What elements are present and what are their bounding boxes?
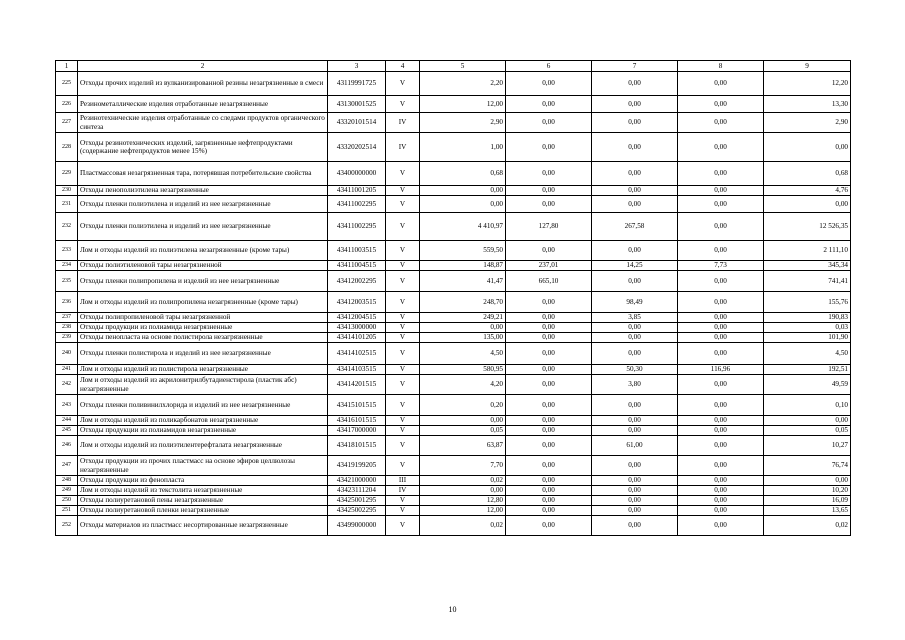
table-row <box>56 113 851 133</box>
value-col-8: 0,00 <box>678 426 764 436</box>
hazard-class: V <box>386 72 420 96</box>
hazard-class: V <box>386 416 420 426</box>
value-col-7: 0,00 <box>592 516 678 536</box>
value-col-5: 4 410,97 <box>420 213 506 241</box>
value-col-9: 190,83 <box>764 313 851 323</box>
value-col-6: 0,00 <box>506 436 592 456</box>
value-col-9: 0,03 <box>764 323 851 333</box>
hazard-class: V <box>386 96 420 113</box>
value-col-6: 0,00 <box>506 343 592 365</box>
row-number: 239 <box>56 333 78 343</box>
waste-code: 43419199205 <box>328 456 386 476</box>
hazard-class: V <box>386 261 420 271</box>
row-number: 228 <box>56 133 78 162</box>
value-col-5: 559,50 <box>420 241 506 261</box>
column-header: 5 <box>420 61 506 72</box>
value-col-5: 4,50 <box>420 343 506 365</box>
waste-code: 43417000000 <box>328 426 386 436</box>
table-row <box>56 261 851 271</box>
value-col-7: 0,00 <box>592 395 678 416</box>
waste-code: 43421000000 <box>328 476 386 486</box>
waste-code: 43414103515 <box>328 365 386 375</box>
value-col-9: 13,65 <box>764 506 851 516</box>
waste-code: 43411003515 <box>328 241 386 261</box>
value-col-6: 0,00 <box>506 72 592 96</box>
value-col-6: 0,00 <box>506 476 592 486</box>
waste-code: 43414201515 <box>328 375 386 395</box>
hazard-class: IV <box>386 486 420 496</box>
row-number: 252 <box>56 516 78 536</box>
value-col-6: 0,00 <box>506 365 592 375</box>
row-number: 250 <box>56 496 78 506</box>
value-col-5: 63,87 <box>420 436 506 456</box>
row-number: 243 <box>56 395 78 416</box>
waste-code: 43414102515 <box>328 343 386 365</box>
waste-name: Отходы полиуретановой пленки незагрязненные <box>78 506 328 516</box>
row-number: 249 <box>56 486 78 496</box>
table-row <box>56 343 851 365</box>
table-row <box>56 375 851 395</box>
value-col-8: 0,00 <box>678 496 764 506</box>
hazard-class: V <box>386 213 420 241</box>
value-col-7: 98,49 <box>592 292 678 313</box>
value-col-8: 0,00 <box>678 162 764 186</box>
value-col-8: 0,00 <box>678 113 764 133</box>
value-col-5: 4,20 <box>420 375 506 395</box>
value-col-5: 135,00 <box>420 333 506 343</box>
waste-name: Лом и отходы изделий из текстолита незагрязненные <box>78 486 328 496</box>
waste-name: Отходы продукции из полиамидов незагрязненные <box>78 426 328 436</box>
value-col-9: 4,50 <box>764 343 851 365</box>
value-col-8: 0,00 <box>678 375 764 395</box>
hazard-class: V <box>386 375 420 395</box>
value-col-8: 0,00 <box>678 292 764 313</box>
value-col-8: 0,00 <box>678 343 764 365</box>
value-col-9: 0,05 <box>764 426 851 436</box>
table-row <box>56 196 851 213</box>
value-col-8: 116,96 <box>678 365 764 375</box>
waste-code: 43415101515 <box>328 395 386 416</box>
value-col-6: 0,00 <box>506 486 592 496</box>
table-row <box>56 436 851 456</box>
value-col-9: 16,09 <box>764 496 851 506</box>
hazard-class: V <box>386 426 420 436</box>
hazard-class: V <box>386 436 420 456</box>
value-col-5: 0,00 <box>420 196 506 213</box>
hazard-class: V <box>386 292 420 313</box>
value-col-7: 0,00 <box>592 241 678 261</box>
row-number: 231 <box>56 196 78 213</box>
value-col-5: 0,00 <box>420 186 506 196</box>
row-number: 245 <box>56 426 78 436</box>
value-col-7: 0,00 <box>592 506 678 516</box>
row-number: 241 <box>56 365 78 375</box>
table-row <box>56 486 851 496</box>
value-col-7: 0,00 <box>592 456 678 476</box>
value-col-5: 12,00 <box>420 96 506 113</box>
waste-name: Отходы прочих изделий из вулканизированной резины незагрязненные в смеси <box>78 72 328 96</box>
waste-code: 43423111204 <box>328 486 386 496</box>
waste-name: Отходы пленки полипропилена и изделий из нее незагрязненные <box>78 271 328 292</box>
table-row <box>56 395 851 416</box>
value-col-7: 0,00 <box>592 486 678 496</box>
waste-name: Отходы продукции из полиамида незагрязненные <box>78 323 328 333</box>
waste-name: Резинотехнические изделия отработанные со следами продуктов органического синтеза <box>78 113 328 133</box>
hazard-class: V <box>386 395 420 416</box>
value-col-8: 0,00 <box>678 456 764 476</box>
table-row <box>56 96 851 113</box>
value-col-7: 0,00 <box>592 113 678 133</box>
header-row <box>56 61 851 72</box>
value-col-6: 0,00 <box>506 113 592 133</box>
table-row <box>56 496 851 506</box>
row-number: 235 <box>56 271 78 292</box>
value-col-7: 0,00 <box>592 96 678 113</box>
value-col-7: 61,00 <box>592 436 678 456</box>
value-col-6: 0,00 <box>506 196 592 213</box>
table-row <box>56 416 851 426</box>
row-number: 225 <box>56 72 78 96</box>
waste-code: 43418101515 <box>328 436 386 456</box>
hazard-class: V <box>386 162 420 186</box>
value-col-9: 12 526,35 <box>764 213 851 241</box>
row-number: 242 <box>56 375 78 395</box>
waste-code: 43411001205 <box>328 186 386 196</box>
value-col-9: 76,74 <box>764 456 851 476</box>
hazard-class: IV <box>386 133 420 162</box>
table-row <box>56 133 851 162</box>
waste-name: Отходы продукции из фенопласта <box>78 476 328 486</box>
row-number: 237 <box>56 313 78 323</box>
value-col-9: 101,90 <box>764 333 851 343</box>
value-col-5: 41,47 <box>420 271 506 292</box>
waste-name: Отходы пенопласта на основе полистирола незагрязненные <box>78 333 328 343</box>
value-col-6: 665,10 <box>506 271 592 292</box>
value-col-8: 0,00 <box>678 395 764 416</box>
value-col-8: 0,00 <box>678 506 764 516</box>
table-row <box>56 313 851 323</box>
value-col-5: 148,87 <box>420 261 506 271</box>
value-col-7: 50,30 <box>592 365 678 375</box>
value-col-9: 0,68 <box>764 162 851 186</box>
column-header: 8 <box>678 61 764 72</box>
waste-code: 43499000000 <box>328 516 386 536</box>
table-row <box>56 456 851 476</box>
value-col-7: 0,00 <box>592 343 678 365</box>
value-col-5: 248,70 <box>420 292 506 313</box>
table-row <box>56 271 851 292</box>
value-col-6: 0,00 <box>506 456 592 476</box>
table-row <box>56 476 851 486</box>
value-col-8: 0,00 <box>678 271 764 292</box>
value-col-6: 0,00 <box>506 186 592 196</box>
waste-code: 43412002295 <box>328 271 386 292</box>
value-col-5: 0,02 <box>420 516 506 536</box>
value-col-5: 249,21 <box>420 313 506 323</box>
row-number: 227 <box>56 113 78 133</box>
waste-code: 43412004515 <box>328 313 386 323</box>
waste-name: Отходы пленки полиэтилена и изделий из нее незагрязненные <box>78 213 328 241</box>
value-col-6: 0,00 <box>506 375 592 395</box>
value-col-9: 2,90 <box>764 113 851 133</box>
value-col-6: 0,00 <box>506 96 592 113</box>
value-col-7: 0,00 <box>592 72 678 96</box>
column-header: 9 <box>764 61 851 72</box>
row-number: 244 <box>56 416 78 426</box>
waste-name: Лом и отходы изделий из полипропилена незагрязненные (кроме тары) <box>78 292 328 313</box>
value-col-7: 0,00 <box>592 416 678 426</box>
row-number: 238 <box>56 323 78 333</box>
value-col-6: 0,00 <box>506 516 592 536</box>
table-row <box>56 186 851 196</box>
row-number: 229 <box>56 162 78 186</box>
waste-code: 43425001295 <box>328 496 386 506</box>
table-row <box>56 241 851 261</box>
waste-name: Лом и отходы изделий из полиэтилентерефталата незагрязненные <box>78 436 328 456</box>
table-row <box>56 333 851 343</box>
value-col-6: 0,00 <box>506 506 592 516</box>
waste-name: Лом и отходы изделий из поликарбонатов незагрязненные <box>78 416 328 426</box>
waste-code: 43411002295 <box>328 196 386 213</box>
value-col-9: 0,00 <box>764 416 851 426</box>
value-col-5: 0,68 <box>420 162 506 186</box>
hazard-class: V <box>386 506 420 516</box>
value-col-6: 0,00 <box>506 496 592 506</box>
table-row <box>56 426 851 436</box>
value-col-7: 0,00 <box>592 333 678 343</box>
value-col-5: 2,90 <box>420 113 506 133</box>
hazard-class: IV <box>386 113 420 133</box>
value-col-9: 10,20 <box>764 486 851 496</box>
column-header: 2 <box>78 61 328 72</box>
waste-code: 43412003515 <box>328 292 386 313</box>
hazard-class: V <box>386 496 420 506</box>
waste-name: Отходы пленки поливинилхлорида и изделий из нее незагрязненные <box>78 395 328 416</box>
row-number: 234 <box>56 261 78 271</box>
row-number: 236 <box>56 292 78 313</box>
row-number: 226 <box>56 96 78 113</box>
waste-name: Отходы пленки полиэтилена и изделий из нее незагрязненные <box>78 196 328 213</box>
waste-code: 43413000000 <box>328 323 386 333</box>
value-col-8: 0,00 <box>678 72 764 96</box>
column-header: 7 <box>592 61 678 72</box>
hazard-class: III <box>386 476 420 486</box>
waste-name: Резинометаллические изделия отработанные незагрязненные <box>78 96 328 113</box>
value-col-6: 0,00 <box>506 241 592 261</box>
page-number: 10 <box>448 605 457 614</box>
waste-name: Лом и отходы изделий из акрилонитрилбутадиенстирола (пластик абс) незагрязненные <box>78 375 328 395</box>
value-col-7: 3,80 <box>592 375 678 395</box>
hazard-class: V <box>386 365 420 375</box>
value-col-6: 127,80 <box>506 213 592 241</box>
value-col-8: 0,00 <box>678 476 764 486</box>
value-col-9: 2 111,10 <box>764 241 851 261</box>
hazard-class: V <box>386 333 420 343</box>
value-col-9: 0,10 <box>764 395 851 416</box>
table-row <box>56 506 851 516</box>
waste-code: 43416101515 <box>328 416 386 426</box>
waste-code: 43119991725 <box>328 72 386 96</box>
table-row <box>56 213 851 241</box>
value-col-5: 7,70 <box>420 456 506 476</box>
value-col-6: 0,00 <box>506 395 592 416</box>
value-col-7: 0,00 <box>592 323 678 333</box>
waste-code: 43130001525 <box>328 96 386 113</box>
value-col-8: 0,00 <box>678 186 764 196</box>
value-col-9: 4,76 <box>764 186 851 196</box>
value-col-9: 12,20 <box>764 72 851 96</box>
value-col-9: 10,27 <box>764 436 851 456</box>
value-col-7: 0,00 <box>592 196 678 213</box>
value-col-6: 0,00 <box>506 313 592 323</box>
value-col-7: 14,25 <box>592 261 678 271</box>
value-col-7: 0,00 <box>592 426 678 436</box>
hazard-class: V <box>386 343 420 365</box>
waste-name: Отходы полиэтиленовой тары незагрязненной <box>78 261 328 271</box>
value-col-9: 345,34 <box>764 261 851 271</box>
row-number: 246 <box>56 436 78 456</box>
waste-name: Отходы продукции из прочих пластмасс на основе эфиров целлюлозы незагрязненные <box>78 456 328 476</box>
value-col-8: 0,00 <box>678 333 764 343</box>
waste-name: Отходы материалов из пластмасс несортированные незагрязненные <box>78 516 328 536</box>
value-col-5: 12,80 <box>420 496 506 506</box>
hazard-class: V <box>386 271 420 292</box>
value-col-7: 0,00 <box>592 496 678 506</box>
value-col-6: 0,00 <box>506 426 592 436</box>
value-col-5: 0,00 <box>420 486 506 496</box>
value-col-6: 0,00 <box>506 323 592 333</box>
value-col-8: 0,00 <box>678 516 764 536</box>
waste-name: Отходы резинотехнических изделий, загрязненные нефтепродуктами (содержание нефтепродуктов менее 15%) <box>78 133 328 162</box>
value-col-6: 0,00 <box>506 333 592 343</box>
row-number: 247 <box>56 456 78 476</box>
value-col-9: 0,00 <box>764 476 851 486</box>
value-col-6: 0,00 <box>506 133 592 162</box>
value-col-5: 0,00 <box>420 323 506 333</box>
row-number: 230 <box>56 186 78 196</box>
value-col-8: 0,00 <box>678 213 764 241</box>
row-number: 240 <box>56 343 78 365</box>
value-col-9: 13,30 <box>764 96 851 113</box>
value-col-8: 0,00 <box>678 313 764 323</box>
column-header: 6 <box>506 61 592 72</box>
hazard-class: V <box>386 196 420 213</box>
value-col-5: 0,05 <box>420 426 506 436</box>
waste-name: Отходы пленки полистирола и изделий из нее незагрязненные <box>78 343 328 365</box>
column-header: 4 <box>386 61 420 72</box>
waste-name: Отходы пенополиэтилена незагрязненные <box>78 186 328 196</box>
value-col-9: 0,00 <box>764 196 851 213</box>
table-row <box>56 323 851 333</box>
value-col-8: 0,00 <box>678 486 764 496</box>
row-number: 232 <box>56 213 78 241</box>
value-col-6: 0,00 <box>506 162 592 186</box>
waste-name: Отходы полиуретановой пены незагрязненные <box>78 496 328 506</box>
hazard-class: V <box>386 241 420 261</box>
value-col-8: 7,73 <box>678 261 764 271</box>
hazard-class: V <box>386 186 420 196</box>
column-header: 1 <box>56 61 78 72</box>
value-col-6: 0,00 <box>506 416 592 426</box>
value-col-8: 0,00 <box>678 196 764 213</box>
value-col-8: 0,00 <box>678 323 764 333</box>
table-row <box>56 72 851 96</box>
table-row <box>56 365 851 375</box>
waste-name: Лом и отходы изделий из полиэтилена незагрязненные (кроме тары) <box>78 241 328 261</box>
value-col-8: 0,00 <box>678 436 764 456</box>
row-number: 248 <box>56 476 78 486</box>
value-col-7: 3,85 <box>592 313 678 323</box>
row-number: 251 <box>56 506 78 516</box>
waste-name: Пластмассовая незагрязненная тара, потерявшая потребительские свойства <box>78 162 328 186</box>
value-col-9: 49,59 <box>764 375 851 395</box>
waste-name: Отходы полипропиленовой тары незагрязненной <box>78 313 328 323</box>
row-number: 233 <box>56 241 78 261</box>
value-col-6: 237,01 <box>506 261 592 271</box>
value-col-9: 155,76 <box>764 292 851 313</box>
value-col-7: 0,00 <box>592 162 678 186</box>
waste-code: 43320101514 <box>328 113 386 133</box>
value-col-8: 0,00 <box>678 133 764 162</box>
value-col-9: 192,51 <box>764 365 851 375</box>
hazard-class: V <box>386 516 420 536</box>
value-col-8: 0,00 <box>678 241 764 261</box>
table-row <box>56 292 851 313</box>
hazard-class: V <box>386 323 420 333</box>
waste-code: 43320202514 <box>328 133 386 162</box>
waste-code: 43411004515 <box>328 261 386 271</box>
value-col-8: 0,00 <box>678 96 764 113</box>
value-col-5: 0,00 <box>420 416 506 426</box>
value-col-5: 580,95 <box>420 365 506 375</box>
value-col-7: 267,58 <box>592 213 678 241</box>
value-col-9: 0,00 <box>764 133 851 162</box>
waste-code: 43400000000 <box>328 162 386 186</box>
value-col-7: 0,00 <box>592 133 678 162</box>
waste-name: Лом и отходы изделий из полистирола незагрязненные <box>78 365 328 375</box>
hazard-class: V <box>386 313 420 323</box>
value-col-7: 0,00 <box>592 186 678 196</box>
value-col-7: 0,00 <box>592 476 678 486</box>
value-col-5: 0,02 <box>420 476 506 486</box>
hazard-class: V <box>386 456 420 476</box>
value-col-8: 0,00 <box>678 416 764 426</box>
value-col-5: 1,00 <box>420 133 506 162</box>
waste-table <box>55 60 851 536</box>
column-header: 3 <box>328 61 386 72</box>
waste-code: 43425002295 <box>328 506 386 516</box>
table-row <box>56 162 851 186</box>
value-col-5: 0,20 <box>420 395 506 416</box>
value-col-5: 12,00 <box>420 506 506 516</box>
table-row <box>56 516 851 536</box>
value-col-9: 0,02 <box>764 516 851 536</box>
waste-code: 43411002295 <box>328 213 386 241</box>
value-col-6: 0,00 <box>506 292 592 313</box>
value-col-7: 0,00 <box>592 271 678 292</box>
value-col-9: 741,41 <box>764 271 851 292</box>
value-col-5: 2,20 <box>420 72 506 96</box>
waste-code: 43414101205 <box>328 333 386 343</box>
